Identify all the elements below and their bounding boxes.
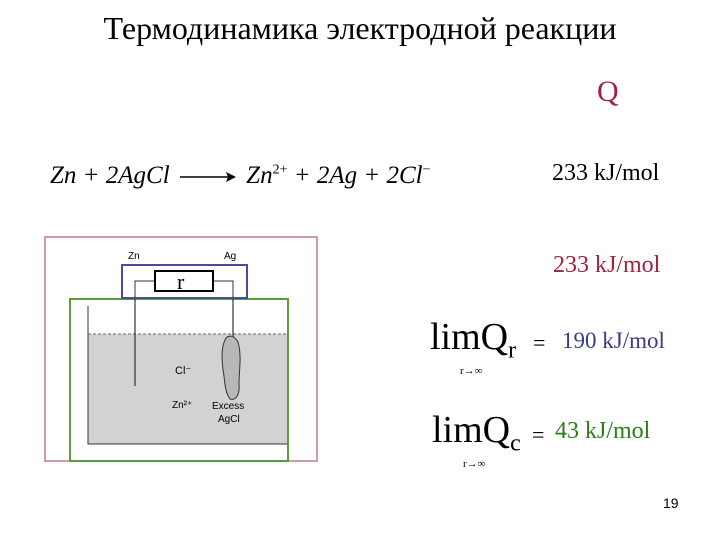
zn-ion-label: Zn²⁺: [172, 400, 193, 411]
reaction-arrow: [180, 170, 236, 184]
lim-qr-limit: r→∞: [460, 365, 483, 377]
ag-label: Ag: [224, 251, 237, 262]
lim-qr-value: 190 kJ/mol: [562, 328, 665, 353]
equation-zn: Zn: [246, 162, 273, 189]
electrolyte: [88, 334, 288, 444]
lim-qc-limit: r→∞: [463, 458, 486, 470]
equation-products: + 2Ag + 2Cl: [287, 162, 423, 189]
page-number: 19: [663, 495, 679, 511]
cl-ion-label: Cl⁻: [175, 365, 192, 377]
lim-qc-sub: c: [510, 430, 521, 457]
galvanic-cell-diagram: [44, 236, 318, 462]
reaction-equation: [50, 162, 431, 190]
zn-label: Zn: [128, 251, 140, 262]
q-value: 233 kJ/mol: [553, 252, 661, 278]
resistor-label: r: [177, 269, 185, 294]
equation-zn-charge: 2+: [272, 162, 288, 178]
excess-label: Excess: [212, 401, 245, 412]
lim-qr-text: limQ: [430, 316, 509, 358]
lim-qr-expression: [430, 318, 516, 370]
q-label: Q: [597, 75, 619, 108]
lim-qc-value: 43 kJ/mol: [555, 418, 651, 444]
lim-qr-sub: r: [508, 337, 517, 364]
equation-value: 233 kJ/mol: [552, 160, 660, 186]
lim-qc-equals: =: [532, 422, 545, 447]
slide-title: Термодинамика электродной реакции: [103, 10, 617, 46]
lim-qc-expression: [432, 411, 521, 463]
equation-reactants: Zn + 2AgCl: [50, 162, 170, 189]
lim-qc-text: limQ: [432, 409, 511, 451]
agcl-label: AgCl: [218, 414, 240, 425]
lim-qr-equals: =: [533, 330, 546, 355]
equation-cl-charge: −: [422, 162, 431, 178]
